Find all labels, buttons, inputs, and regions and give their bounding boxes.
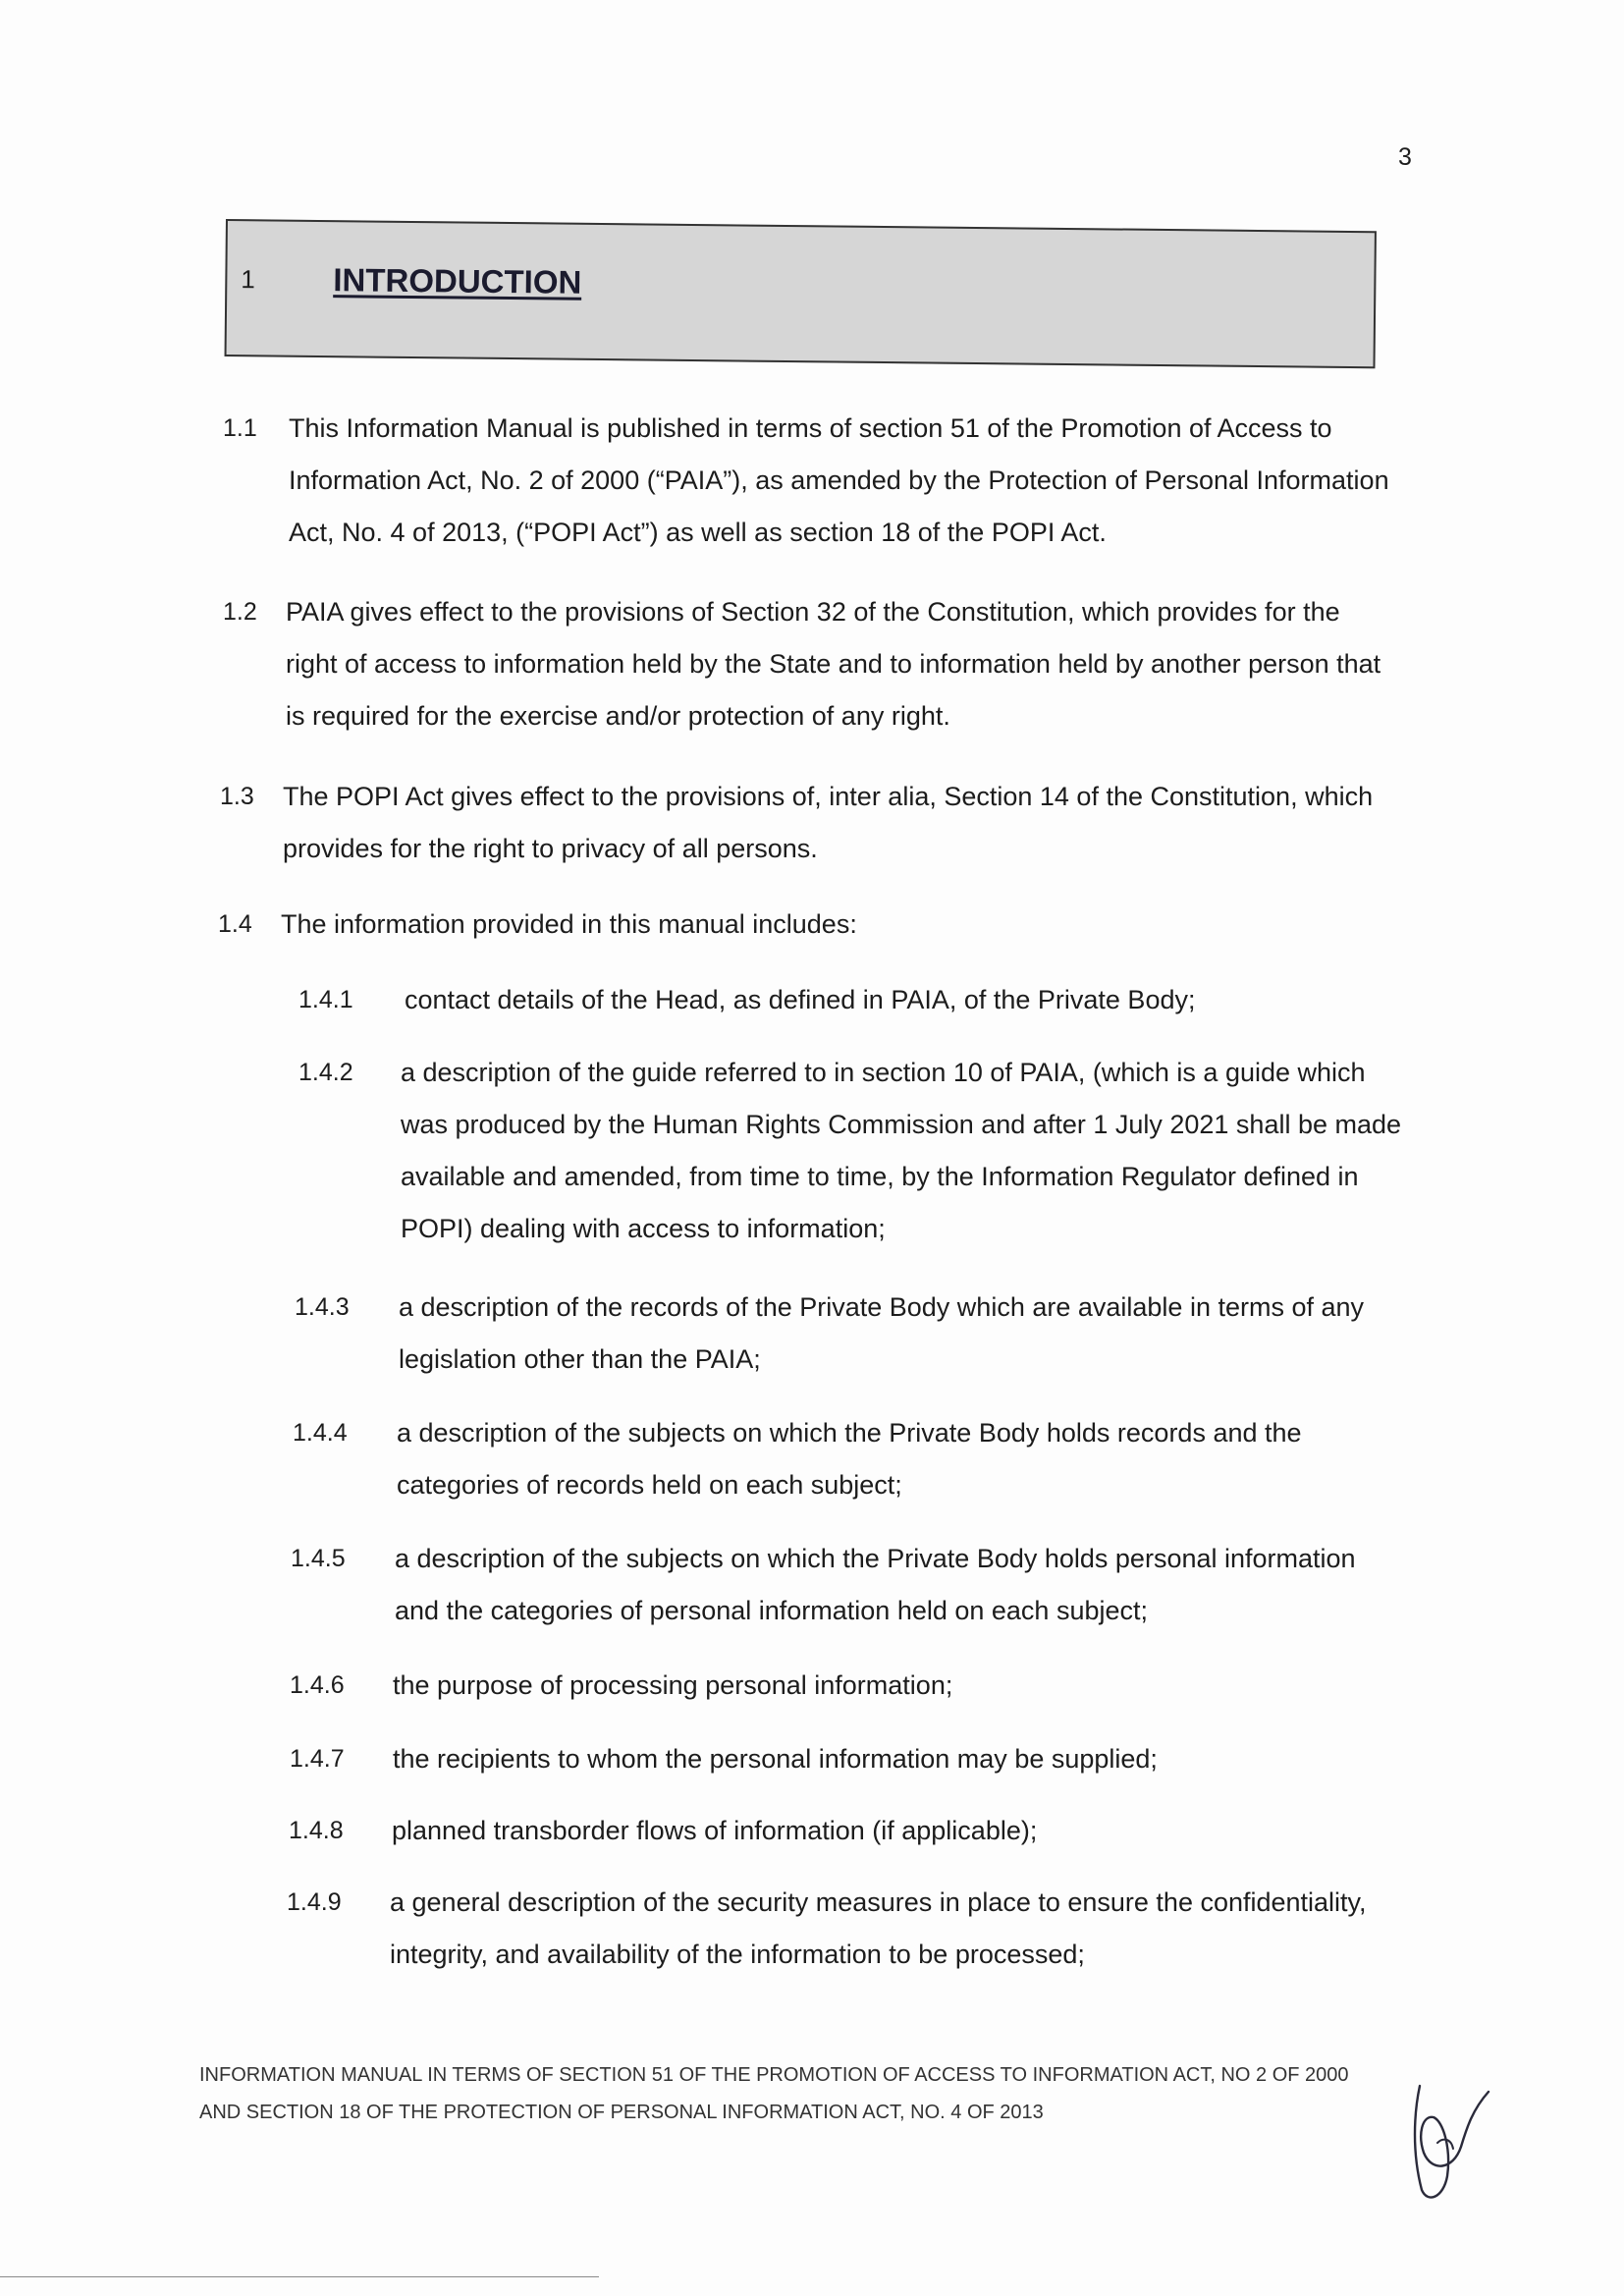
subparagraph-line: available and amended, from time to time, by the Information Regulator defined in <box>401 1162 1359 1191</box>
subparagraph-line: the recipients to whom the personal information may be supplied; <box>393 1744 1158 1774</box>
subparagraph-text <box>397 1407 1302 1511</box>
document-footer <box>199 2056 1349 2131</box>
subparagraph-number: 1.4.3 <box>295 1293 350 1321</box>
footer-line: AND SECTION 18 OF THE PROTECTION OF PERSONAL INFORMATION ACT, NO. 4 OF 2013 <box>199 2102 1044 2123</box>
paragraph-line: is required for the exercise and/or protection of any right. <box>286 701 950 731</box>
subparagraph-line: legislation other than the PAIA; <box>399 1344 761 1374</box>
subparagraph-text <box>393 1733 1158 1785</box>
subparagraph-text <box>392 1805 1037 1857</box>
paragraph-number: 1.4 <box>218 910 252 938</box>
subparagraph-line: POPI) dealing with access to information; <box>401 1214 886 1243</box>
subparagraph-line: and the categories of personal information held on each subject; <box>395 1596 1148 1625</box>
subparagraph-number: 1.4.7 <box>290 1745 345 1773</box>
footer-line: INFORMATION MANUAL IN TERMS OF SECTION 51 OF THE PROMOTION OF ACCESS TO INFORMATION ACT, NO 2 OF 2000 <box>199 2064 1349 2086</box>
paragraph-line: PAIA gives effect to the provisions of Section 32 of the Constitution, which provides for the <box>286 597 1340 627</box>
subparagraph-number: 1.4.5 <box>291 1545 346 1572</box>
subparagraph-text <box>393 1660 952 1712</box>
subparagraph-line: the purpose of processing personal information; <box>393 1670 953 1700</box>
paragraph-text <box>286 586 1380 742</box>
subparagraph-text <box>395 1533 1356 1637</box>
subparagraph-number: 1.4.4 <box>293 1419 348 1447</box>
paragraph-number: 1.1 <box>223 414 257 442</box>
subparagraph-text <box>405 974 1195 1026</box>
subparagraph-text <box>401 1047 1401 1255</box>
section-heading-box <box>225 219 1377 368</box>
paragraph-text <box>281 899 857 951</box>
subparagraph-number: 1.4.1 <box>298 986 353 1013</box>
section-number: 1 <box>241 264 255 295</box>
subparagraph-line: a description of the subjects on which the Private Body holds records and the <box>397 1418 1302 1448</box>
subparagraph-number: 1.4.9 <box>287 1888 342 1916</box>
paragraph-line: right of access to information held by the State and to information held by another person that <box>286 649 1381 679</box>
paragraph-line: Information Act, No. 2 of 2000 (“PAIA”), as amended by the Protection of Personal Information <box>289 465 1389 495</box>
subparagraph-line: planned transborder flows of information (if applicable); <box>392 1816 1038 1845</box>
signature-icon <box>1404 2074 1492 2202</box>
paragraph-number: 1.3 <box>220 783 254 810</box>
subparagraph-line: a description of the guide referred to in section 10 of PAIA, (which is a guide which <box>401 1058 1366 1087</box>
subparagraph-text <box>390 1877 1367 1981</box>
subparagraph-line: a description of the subjects on which the Private Body holds personal information <box>395 1544 1356 1573</box>
subparagraph-line: was produced by the Human Rights Commission and after 1 July 2021 shall be made <box>401 1110 1402 1139</box>
bottom-rule <box>0 2276 599 2277</box>
paragraph-line: The POPI Act gives effect to the provisions of, inter alia, Section 14 of the Constitution, which <box>283 782 1374 811</box>
section-title: INTRODUCTION <box>333 261 582 301</box>
paragraph-line: provides for the right to privacy of all persons. <box>283 834 818 863</box>
paragraph-line: The information provided in this manual includes: <box>281 909 857 939</box>
paragraph-text <box>289 403 1389 559</box>
paragraph-number: 1.2 <box>223 598 257 626</box>
page-number: 3 <box>1398 143 1412 171</box>
subparagraph-text <box>399 1282 1364 1386</box>
subparagraph-line: a description of the records of the Private Body which are available in terms of any <box>399 1292 1365 1322</box>
subparagraph-line: a general description of the security measures in place to ensure the confidentiality, <box>390 1887 1367 1917</box>
paragraph-text <box>283 771 1373 875</box>
subparagraph-number: 1.4.6 <box>290 1671 345 1699</box>
subparagraph-number: 1.4.8 <box>289 1817 344 1844</box>
paragraph-line: Act, No. 4 of 2013, (“POPI Act”) as well as section 18 of the POPI Act. <box>289 518 1107 547</box>
subparagraph-line: integrity, and availability of the information to be processed; <box>390 1940 1085 1969</box>
subparagraph-number: 1.4.2 <box>298 1059 353 1086</box>
subparagraph-line: categories of records held on each subject; <box>397 1470 902 1500</box>
paragraph-line: This Information Manual is published in terms of section 51 of the Promotion of Access to <box>289 413 1332 443</box>
subparagraph-line: contact details of the Head, as defined in PAIA, of the Private Body; <box>405 985 1196 1014</box>
